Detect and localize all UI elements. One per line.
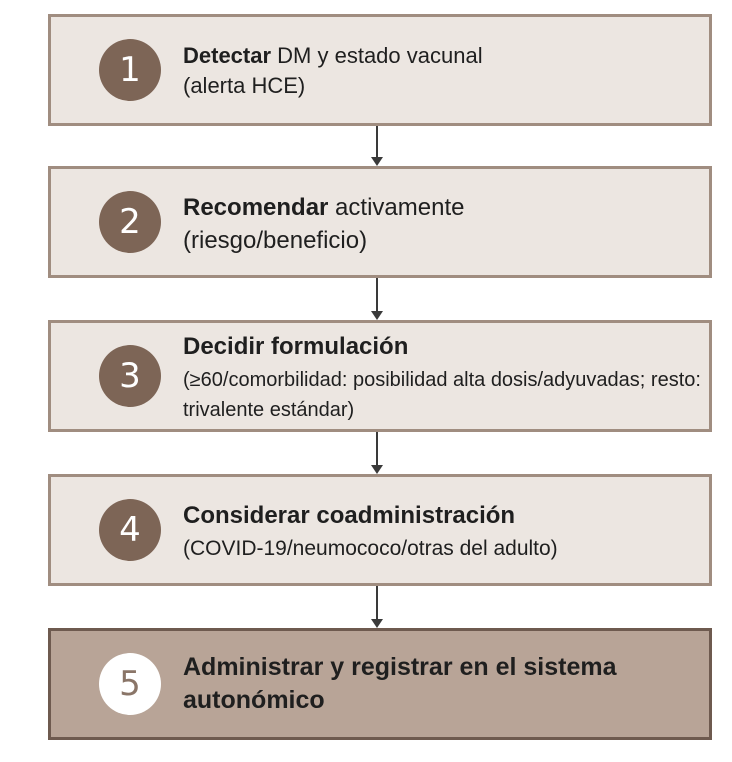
step-number-badge: 5 bbox=[99, 653, 161, 715]
step-2-box bbox=[48, 166, 712, 278]
step-3-box bbox=[48, 320, 712, 432]
connector-arrow bbox=[376, 586, 378, 626]
step-5-box bbox=[48, 628, 712, 740]
step-1-box bbox=[48, 14, 712, 126]
step-title: Recomendar bbox=[183, 194, 329, 221]
step-number-badge: 2 bbox=[99, 191, 161, 253]
step-text bbox=[183, 651, 701, 717]
step-text bbox=[183, 499, 701, 564]
step-detail: (≥60/comorbilidad: posibilidad alta dosis/adyuvadas; resto: trivalente estándar) bbox=[183, 369, 701, 421]
connector-arrow bbox=[376, 278, 378, 318]
step-title: Decidir formulación bbox=[183, 333, 409, 360]
step-title-rest: activamente bbox=[328, 194, 465, 221]
step-title: Considerar coadministración bbox=[183, 502, 516, 529]
step-number-badge: 4 bbox=[99, 499, 161, 561]
step-text bbox=[183, 191, 701, 257]
connector-arrow bbox=[376, 432, 378, 472]
step-detail: (COVID-19/neumococo/otras del adulto) bbox=[183, 537, 558, 560]
step-detail: (alerta HCE) bbox=[183, 73, 306, 98]
step-text bbox=[183, 41, 701, 101]
step-title-rest: DM y estado vacunal bbox=[271, 43, 483, 68]
step-title: Detectar bbox=[183, 43, 272, 68]
step-4-box bbox=[48, 474, 712, 586]
step-text bbox=[183, 329, 701, 425]
connector-arrow bbox=[376, 126, 378, 164]
step-number-badge: 1 bbox=[99, 39, 161, 101]
step-title: Administrar y registrar en el sistema autonómico bbox=[183, 653, 617, 714]
step-detail: (riesgo/beneficio) bbox=[183, 227, 368, 254]
step-number-badge: 3 bbox=[99, 345, 161, 407]
